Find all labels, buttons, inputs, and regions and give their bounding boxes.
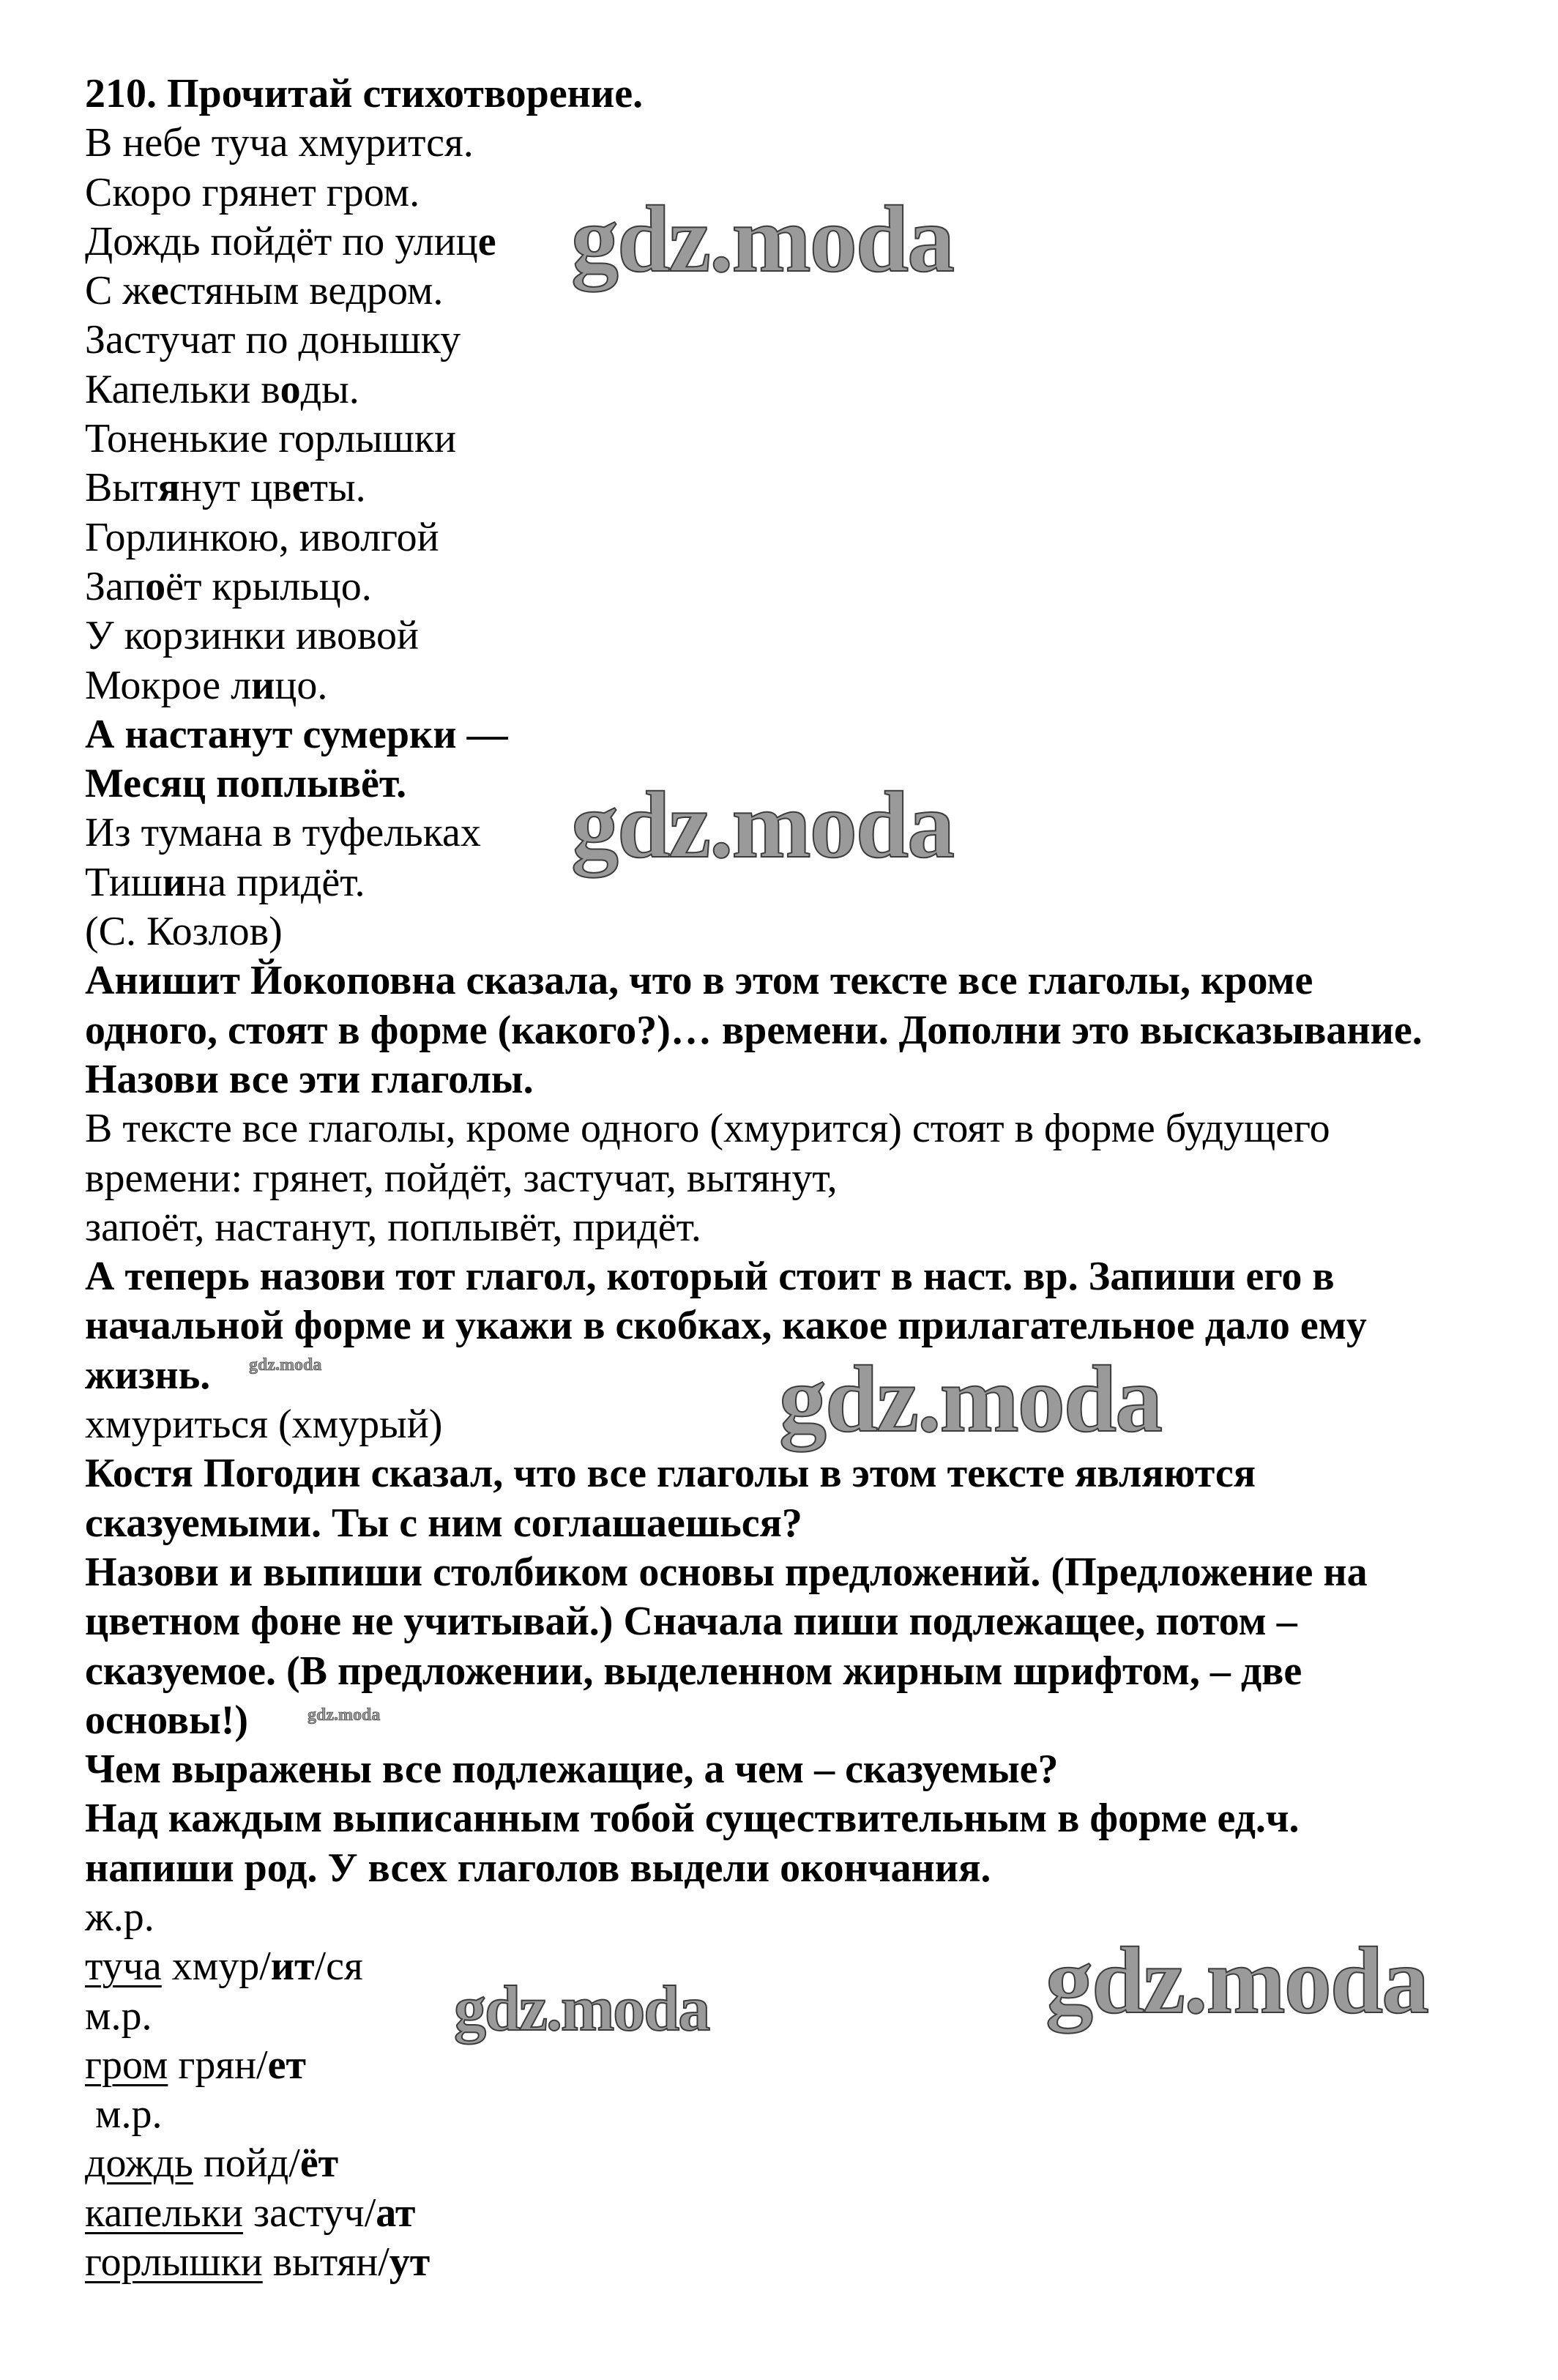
text-line — [85, 464, 1520, 513]
bold-text: и — [162, 859, 187, 905]
text-segment: Выт — [85, 465, 158, 511]
bold-text: ёт — [299, 2141, 339, 2187]
text-segment: У корзинки ивовой — [85, 613, 419, 659]
text-segment: (С. Козлов) — [85, 909, 283, 955]
underlined-subject: туча — [85, 1944, 162, 1990]
watermark-logo: gdz.moda — [571, 773, 954, 878]
text-segment: Зап — [85, 563, 146, 609]
text-segment: Из тумана в туфельках — [85, 810, 481, 856]
text-segment: времени: грянет, пойдёт, застучат, вытянут, — [85, 1155, 838, 1201]
watermark-logo-small: gdz.moda — [249, 1356, 322, 1375]
bold-text: жизнь. — [85, 1352, 211, 1398]
text-line — [85, 661, 1520, 710]
watermark-logo: gdz.moda — [571, 187, 954, 292]
text-line — [85, 2139, 1520, 2188]
bold-text: Костя Погодин сказал, что все глаголы в этом тексте являются — [85, 1451, 1256, 1497]
text-line — [85, 562, 1520, 611]
bold-text: ут — [389, 2239, 430, 2286]
watermark-logo-small: gdz.moda — [308, 1706, 381, 1725]
text-segment: Скоро грянет гром. — [85, 169, 420, 215]
text-line — [85, 1449, 1520, 1498]
bold-text: о — [280, 366, 301, 412]
text-segment: вытян/ — [262, 2239, 390, 2286]
text-segment: нут цв — [179, 465, 292, 511]
text-segment: м.р. — [85, 2091, 163, 2138]
text-line — [85, 1794, 1520, 1843]
watermark-logo: gdz.moda — [1046, 1928, 1428, 2034]
text-segment: Капельки в — [85, 366, 280, 412]
underlined-subject: капельки — [85, 2190, 243, 2236]
bold-text: ет — [267, 2042, 306, 2088]
bold-text: начальной форме и укажи в скобках, какое прилагательное дало ему — [85, 1303, 1367, 1349]
bold-text: цветном фоне не учитывай.) Сначала пиши подлежащее, потом – — [85, 1599, 1297, 1645]
text-line — [85, 1499, 1520, 1548]
text-segment: Горлинкою, иволгой — [85, 514, 439, 560]
text-segment: хмур/ — [161, 1944, 271, 1990]
text-segment: /ся — [314, 1944, 363, 1990]
bold-text: А настанут сумерки — — [85, 711, 508, 757]
text-line — [85, 956, 1520, 1005]
text-segment: ж.р. — [85, 1894, 154, 1940]
text-segment: запоёт, настанут, поплывёт, придёт. — [85, 1204, 701, 1250]
bold-text: А теперь назови тот глагол, который стоит в наст. вр. Запиши его в — [85, 1254, 1335, 1300]
text-line — [85, 1252, 1520, 1301]
text-line — [85, 119, 1520, 168]
bold-text: сказуемыми. Ты с ним соглашаешься? — [85, 1500, 802, 1546]
text-line — [85, 316, 1520, 365]
text-segment: Мокрое л — [85, 662, 252, 708]
text-line — [85, 1696, 1520, 1745]
bold-text: Назови все эти глаголы. — [85, 1056, 534, 1102]
text-segment: Тоненькие горлышки — [85, 416, 457, 462]
text-segment: хмуриться (хмурый) — [85, 1402, 443, 1448]
text-segment: застуч/ — [242, 2190, 376, 2236]
text-segment: грян/ — [168, 2042, 268, 2088]
text-segment: В тексте все глаголы, кроме одного (хмурится) стоят в форме будущего — [85, 1106, 1330, 1152]
text-segment: цо. — [275, 662, 328, 708]
bold-text: е — [291, 465, 310, 511]
bold-text: Чем выражены все подлежащие, а чем – сказуемые? — [85, 1747, 1059, 1793]
text-segment: м.р. — [85, 1993, 152, 2039]
text-line — [85, 1301, 1520, 1350]
text-line — [85, 2041, 1520, 2090]
text-line — [85, 1104, 1520, 1153]
bold-text: е — [477, 218, 496, 264]
text-line — [85, 1055, 1520, 1104]
text-line — [85, 907, 1520, 956]
text-line — [85, 513, 1520, 562]
bold-text: Назови и выпиши столбиком основы предложений. (Предложение на — [85, 1549, 1368, 1595]
watermark-logo: gdz.moda — [454, 1974, 709, 2045]
watermark-logo: gdz.moda — [779, 1347, 1162, 1452]
bold-text: и — [251, 662, 275, 708]
underlined-subject: гром — [85, 2042, 168, 2088]
text-line — [85, 1548, 1520, 1597]
text-line — [85, 611, 1520, 661]
bold-text: ат — [376, 2190, 416, 2236]
bold-text: е — [151, 268, 169, 314]
bold-text: сказуемое. (В предложении, выделенном жирным шрифтом, – две — [85, 1648, 1302, 1694]
text-line — [85, 1597, 1520, 1646]
text-line — [85, 2238, 1520, 2287]
bold-text: одного, стоят в форме (какого?)… времени. Дополни это высказывание. — [85, 1007, 1423, 1053]
text-segment: стяным ведром. — [168, 268, 444, 314]
text-segment: ты. — [310, 465, 366, 511]
text-line — [85, 70, 1520, 119]
text-segment: пойд/ — [193, 2141, 300, 2187]
text-segment: ды. — [300, 366, 359, 412]
bold-text: я — [157, 465, 180, 511]
bold-text: Анишит Йокоповна сказала, что в этом тексте все глаголы, кроме — [85, 958, 1313, 1004]
text-line — [85, 2189, 1520, 2238]
text-line — [85, 1844, 1520, 1893]
text-segment: В небе туча хмурится. — [85, 120, 474, 166]
text-line — [85, 710, 1520, 759]
text-line — [85, 1745, 1520, 1794]
bold-text: ит — [270, 1944, 315, 1990]
bold-text: о — [145, 563, 166, 609]
bold-text: Месяц поплывёт. — [85, 761, 407, 807]
underlined-subject: горлышки — [85, 2239, 263, 2286]
text-segment: С ж — [85, 268, 152, 314]
text-line — [85, 2090, 1520, 2139]
text-line — [85, 1203, 1520, 1252]
bold-text: Над каждым выписанным тобой существительным в форме ед.ч. — [85, 1796, 1300, 1842]
text-segment: Тиш — [85, 859, 163, 905]
text-segment: ёт крыльцо. — [165, 563, 372, 609]
text-segment: Дождь пойдёт по улиц — [85, 218, 478, 264]
text-line — [85, 1154, 1520, 1203]
bold-text: напиши род. У всех глаголов выдели окончания. — [85, 1845, 991, 1891]
text-segment: Застучат по донышку — [85, 317, 461, 363]
underlined-subject: дождь — [85, 2141, 193, 2187]
text-line — [85, 1006, 1520, 1055]
text-line — [85, 365, 1520, 414]
text-segment: на придёт. — [186, 859, 365, 905]
text-line — [85, 1647, 1520, 1696]
bold-text: основы!) — [85, 1697, 248, 1743]
bold-text: 210. Прочитай стихотворение. — [85, 71, 644, 116]
text-line — [85, 414, 1520, 464]
